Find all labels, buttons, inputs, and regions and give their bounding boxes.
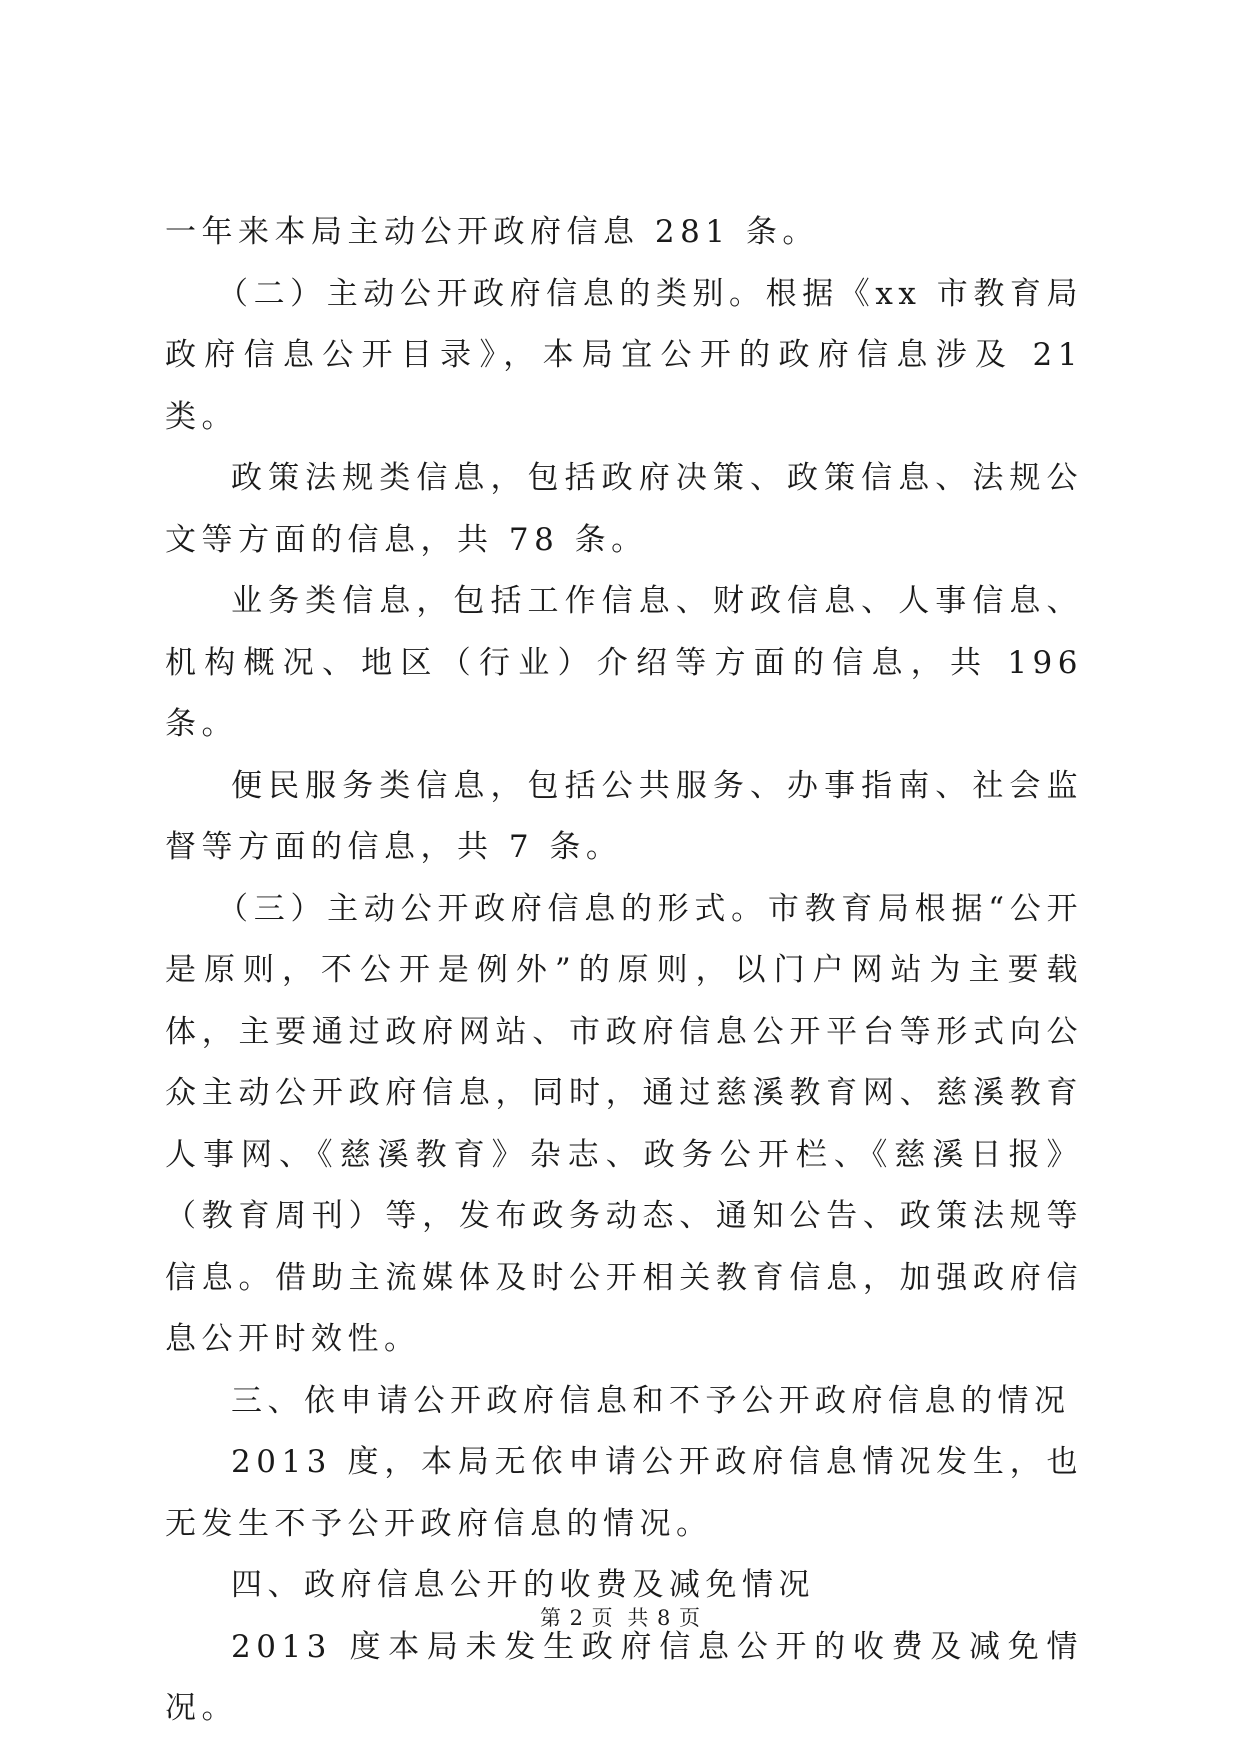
- section-heading-fees: 四、政府信息公开的收费及减免情况: [231, 1567, 815, 1603]
- paragraph-business-info: 业务类信息，包括工作信息、财政信息、人事信息、机构概况、地区（行业）介绍等方面的信息，共 196 条。: [165, 583, 1083, 742]
- page-total: 共 8 页: [627, 1606, 702, 1630]
- page-number: 第 2 页: [539, 1606, 614, 1630]
- document-body: [165, 202, 1083, 1740]
- paragraph-categories: （二）主动公开政府信息的类别。根据《xx 市教育局政府信息公开目录》，本局宜公开的政府信息涉及 21 类。: [165, 275, 1083, 435]
- page-footer: [0, 1602, 1241, 1632]
- paragraph-application: 2013 度，本局无依申请公开政府信息情况发生，也无发生不予公开政府信息的情况。: [165, 1444, 1083, 1542]
- section-heading-application: 三、依申请公开政府信息和不予公开政府信息的情况: [231, 1382, 1071, 1419]
- paragraph-service-info: 便民服务类信息，包括公共服务、办事指南、社会监督等方面的信息，共 7 条。: [165, 767, 1083, 865]
- paragraph-fees: 2013 度本局未发生政府信息公开的收费及减免情况。: [165, 1628, 1083, 1726]
- paragraph-disclosure-forms: （三）主动公开政府信息的形式。市教育局根据“公开是原则，不公开是例外”的原则，以门户网站为主要载体，主要通过政府网站、市政府信息公开平台等形式向公众主动公开政府信息，同时，通过慈溪教育网、慈溪教育人事网、《慈溪教育》杂志、政务公开栏、《慈溪日报》（教育周刊）等，发布政务动态、通知公告、政策法规等信息。借助主流媒体及时公开相关教育信息，加强政府信息公开时效性。: [165, 890, 1083, 1357]
- paragraph-policy-info: 政策法规类信息，包括政府决策、政策信息、法规公文等方面的信息，共 78 条。: [165, 460, 1083, 558]
- paragraph-total-count: 一年来本局主动公开政府信息 281 条。: [165, 214, 819, 250]
